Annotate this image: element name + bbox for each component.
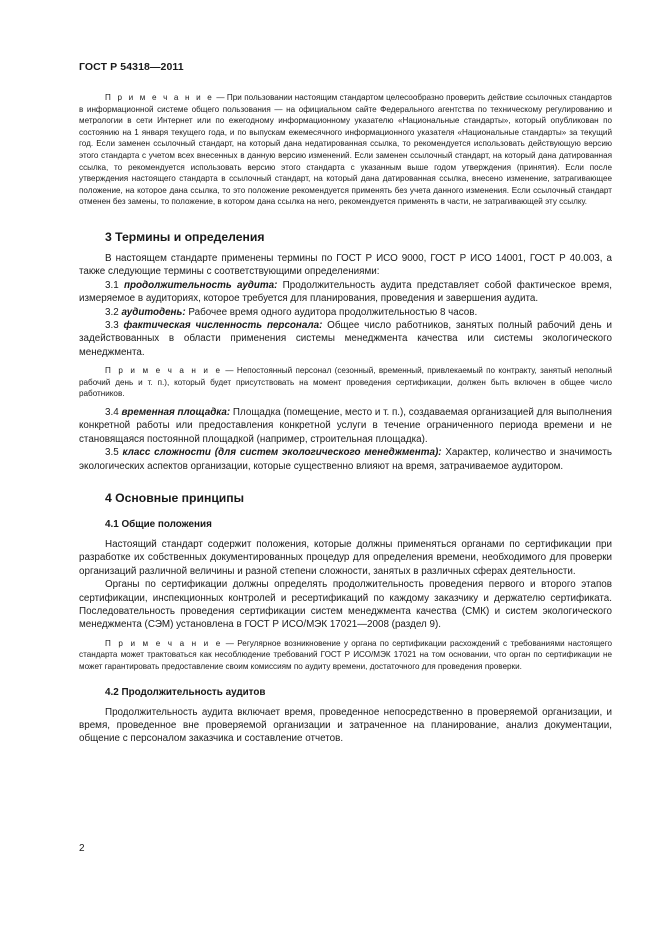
page-number: 2 [79, 843, 85, 854]
term-definition: Площадка (помещение, место и т. п.), создаваемая организацией для выполнения конкретной работы или предоставления конкретной услуги в течение ограниченного периода времени и не становящаяся постоянной площадкой (например, строительная площадка). [79, 406, 613, 445]
term-definition: Продолжительность аудита представляет собой фактическое время, измеряемое в аудиториях, которое требуется для планирования, проведения и завершения аудита. [79, 279, 612, 305]
term-name: аудитодень: [121, 306, 186, 318]
term-number: 3.1 [105, 279, 119, 291]
term-definition: Рабочее время одного аудитора продолжительностью 8 часов. [185, 306, 478, 318]
term-number: 3.5 [105, 447, 119, 459]
note-text: — При пользовании настоящим стандартом целесообразно проверить действие ссылочных стандартов в информационной системе общего пользования — на официальном сайте Федерального агентства по техническому регулированию и метрологии в сети Интернет или по ежегодному информационному указателю «Национальные стандарты», который опубликован по состоянию на 1 января текущего года, и по выпускам ежемесячного информационного указателя «Национальные стандарты» за текущий год. Если заменен ссылочный стандарт, на который дана недатированная ссылка, то рекомендуется использовать действующую версию этого стандарта с учетом всех внесенных в данную версию изменений. Если заменен ссылочный стандарт, на который дана датированная ссылка, то рекомендуется использовать версию этого стандарта с указанным выше годом утверждения (принятия). Если после утверждения настоящего стандарта в ссылочный стандарт, на который дана датированная ссылка, внесено изменение, затрагивающее положение, на которое дана ссылка, то это положение рекомендуется применять без учета данного изменения. Если ссылочный стандарт отменен без замены, то положение, в котором дана ссылка на него, рекомендуется применять в части, не затрагивающей эту ссылку. [79, 93, 612, 207]
term-3-5 [79, 446, 612, 473]
note-normative-references [79, 92, 612, 208]
note-personnel [79, 365, 612, 400]
section-4-title: 4 Основные принципы [105, 491, 245, 505]
term-definition: Характер, количество и значимость экологических аспектов организации, которые существенно влияют на время, затрачиваемое аудитором. [79, 447, 612, 472]
subsection-4-1-title: 4.1 Общие положения [105, 519, 212, 530]
subsection-4-2-title: 4.2 Продолжительность аудитов [105, 686, 266, 698]
term-name: класс сложности (для систем экологического менеджмента): [122, 447, 442, 459]
term-number: 3.3 [105, 319, 119, 331]
term-number: 3.2 [105, 306, 119, 318]
term-3-3 [79, 319, 612, 359]
term-name: временная площадка: [121, 406, 231, 418]
note-text: — Непостоянный персонал (сезонный, временный, привлекаемый по контракту, занятый неполный рабочий день и т. п.), который будет присутствовать на момент проведения сертификации, должен быть включен в общее число работников. [79, 366, 612, 399]
section-4-1-paragraph-2: Органы по сертификации должны определять продолжительность проведения первого и второго этапов сертификации, инспекционных контролей и ресертификаций по каждому заказчику и держателю сертификата. Последовательность проведения сертификации систем менеджмента качества (СМК) и систем экологического менеджмента (СЭМ) установлена в ГОСТ Р ИСО/МЭК 17021—2008 (раздел 9). [79, 579, 612, 631]
section-3-intro: В настоящем стандарте применены термины по ГОСТ Р ИСО 9000, ГОСТ Р ИСО 14001, ГОСТ Р 40.003, а также следующие термины с соответствующими определениями: [79, 252, 612, 278]
term-name: продолжительность аудита: [123, 279, 278, 291]
section-4-1-paragraph-1: Настоящий стандарт содержит положения, которые должны применяться органами по сертификации при разработке их собственных документированных процедур для определения времени, необходимого для проверки организаций различной величины и разной степени сложности, занятых в различных сферах деятельности. [79, 539, 612, 577]
term-3-4 [79, 406, 612, 446]
document-body [79, 92, 612, 746]
term-name: фактическая численность персонала: [123, 319, 323, 331]
term-definition: Общее число работников, занятых полный рабочий день и задействованных в области применения системы менеджмента качества или системы экологического менеджмента. [79, 319, 612, 358]
note-label: П р и м е ч а н и е [105, 638, 223, 648]
note-label: П р и м е ч а н и е [105, 366, 223, 376]
term-number: 3.4 [105, 406, 119, 418]
section-3-title: 3 Термины и определения [105, 229, 265, 244]
note-text: — Регулярное возникновение у органа по сертификации расхождений с требованиями настоящего стандарта может трактоваться как несоблюдение требований ГОСТ Р ИСО/МЭК 17021 на том основании, что орган по сертификации не может гарантировать предоставление своим комиссиям по аудиту времени, достаточного для проведения проверки. [79, 638, 613, 672]
document-header: ГОСТ Р 54318—2011 [79, 61, 184, 73]
term-3-2 [79, 306, 612, 319]
section-4-2-paragraph-1: Продолжительность аудита включает время, проведенное непосредственно в проверяемой организации, и время, проведенное вне проверяемой организации и затраченное на планирование, анализ документации, общение с персоналом заказчика и составление отчетов. [79, 706, 612, 745]
note-label: П р и м е ч а н и е [105, 93, 214, 102]
term-3-1 [79, 279, 612, 306]
note-discrepancies [79, 638, 612, 673]
